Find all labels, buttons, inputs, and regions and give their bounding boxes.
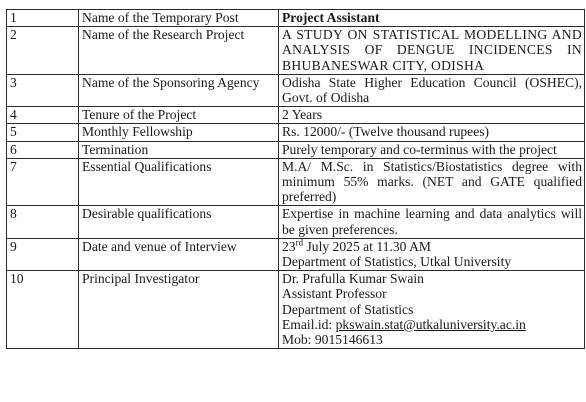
row-value: Expertise in machine learning and data analytics will be given preferences. [279, 206, 585, 238]
table-row [7, 158, 585, 206]
row-number: 9 [7, 238, 79, 270]
row-label: Tenure of the Project [79, 107, 279, 124]
row-number: 5 [7, 124, 79, 141]
interview-date-day: 23 [282, 238, 296, 254]
project-details-table [6, 9, 585, 349]
interview-date [282, 239, 582, 254]
table-row [7, 10, 585, 27]
interview-venue: Department of Statistics, Utkal University [282, 254, 512, 270]
row-label: Monthly Fellowship [79, 124, 279, 141]
email-label: Email.id: [282, 316, 336, 332]
table-row [7, 74, 585, 106]
table-row [7, 238, 585, 270]
table-row [7, 141, 585, 158]
table-row [7, 27, 585, 75]
row-value: M.A/ M.Sc. in Statistics/Biostatistics degree with minimum 55% marks. (NET and GATE qualified preferred) [279, 158, 585, 206]
row-number: 1 [7, 10, 79, 27]
row-number: 2 [7, 27, 79, 75]
row-label: Desirable qualifications [79, 206, 279, 238]
row-value: Rs. 12000/- (Twelve thousand rupees) [279, 124, 585, 141]
row-value: Project Assistant [279, 10, 585, 27]
investigator-name: Dr. Prafulla Kumar Swain [282, 271, 424, 287]
row-number: 4 [7, 107, 79, 124]
investigator-mobile: Mob: 9015146613 [282, 332, 383, 348]
interview-details [279, 238, 585, 270]
investigator-designation: Assistant Professor [282, 286, 387, 302]
row-label: Termination [79, 141, 279, 158]
investigator-details [279, 271, 585, 349]
row-value: Purely temporary and co-terminus with the project [279, 141, 585, 158]
row-label: Date and venue of Interview [79, 238, 279, 270]
row-label: Principal Investigator [79, 271, 279, 349]
table-row [7, 107, 585, 124]
row-label: Name of the Sponsoring Agency [79, 74, 279, 106]
row-label: Name of the Temporary Post [79, 10, 279, 27]
row-number: 8 [7, 206, 79, 238]
table-row [7, 206, 585, 238]
row-value: A STUDY ON STATISTICAL MODELLING AND ANALYSIS OF DENGUE INCIDENCES IN BHUBANESWAR CITY, ODISHA [279, 27, 585, 75]
row-label: Essential Qualifications [79, 158, 279, 206]
interview-date-rest: July 2025 at 11.30 AM [303, 238, 431, 254]
row-number: 7 [7, 158, 79, 206]
investigator-email-line [282, 317, 582, 332]
row-value: Odisha State Higher Education Council (OSHEC), Govt. of Odisha [279, 74, 585, 106]
row-value: 2 Years [279, 107, 585, 124]
interview-date-suffix: rd [295, 237, 304, 248]
row-number: 10 [7, 271, 79, 349]
table-row [7, 124, 585, 141]
row-label: Name of the Research Project [79, 27, 279, 75]
table-row [7, 271, 585, 349]
row-number: 3 [7, 74, 79, 106]
email-link[interactable]: pkswain.stat@utkaluniversity.ac.in [335, 316, 526, 332]
investigator-department: Department of Statistics [282, 301, 414, 317]
row-number: 6 [7, 141, 79, 158]
